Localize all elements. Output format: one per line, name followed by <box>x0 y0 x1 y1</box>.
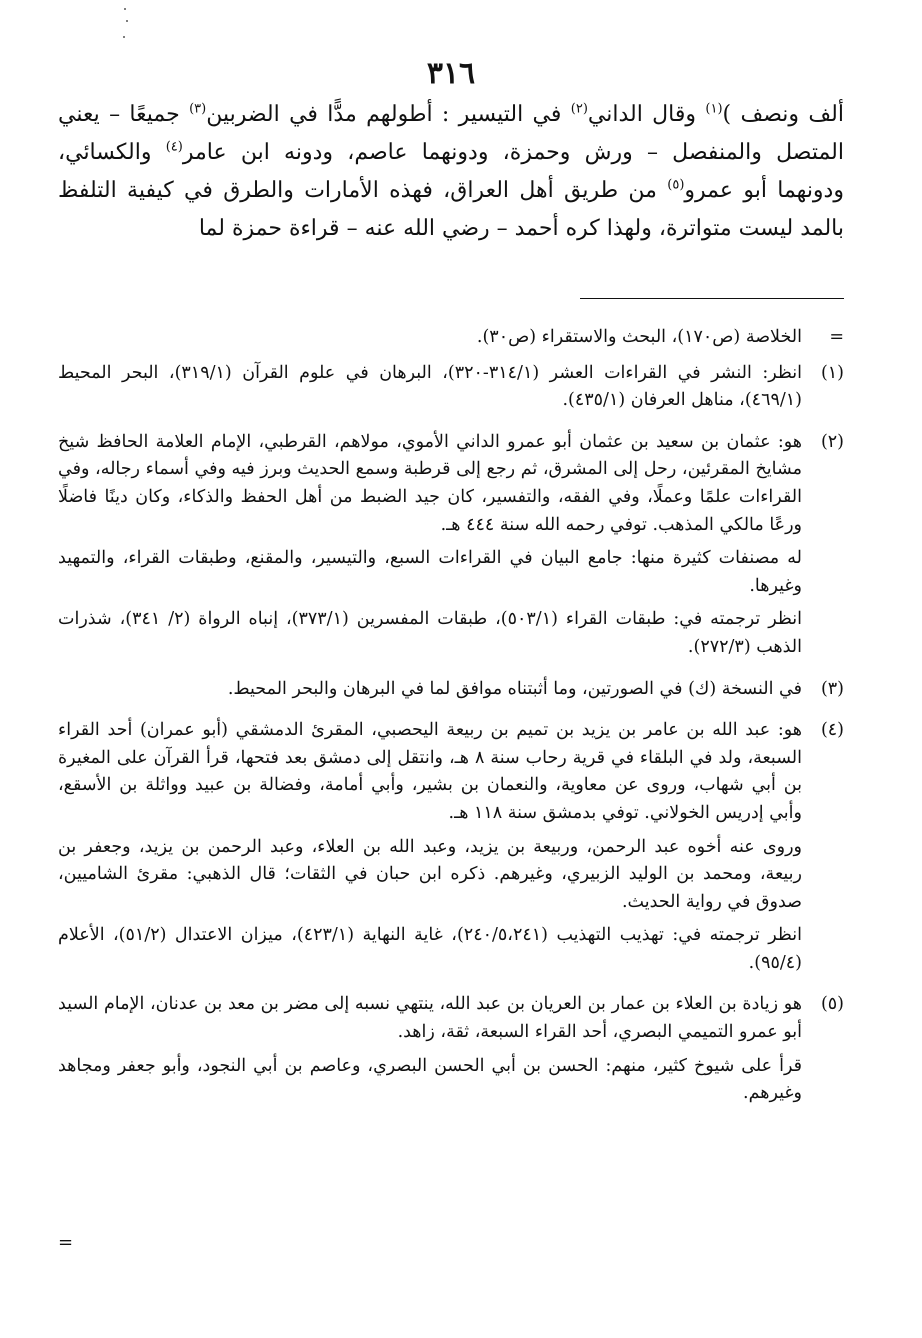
footnote-marker: (٣) <box>820 678 844 699</box>
page-number: ٣١٦ <box>426 56 476 91</box>
continuation-text: الخلاصة (ص١٧٠)، البحث والاستقراء (ص٣٠). <box>476 327 802 347</box>
footnote-marker: (٥) <box>820 994 844 1015</box>
main-text-line: وقال الداني <box>587 102 697 127</box>
footnote-marker: (٢) <box>820 431 844 452</box>
footnote-2 <box>58 429 844 668</box>
footnote-4 <box>58 717 844 983</box>
footnote-separator <box>580 298 844 299</box>
main-text-line: جميعًا – يعني المتصل والمنفصل – ورش وحمزة، ودونهما عاصم، ودونه ابن عامر <box>58 102 844 165</box>
footnote-marker: (١) <box>820 362 844 383</box>
footnote-ref: (١) <box>705 101 723 117</box>
book-page <box>58 0 844 1338</box>
end-continuation-mark: = <box>58 1232 74 1253</box>
footnote-5 <box>58 991 844 1113</box>
continuation-mark: = <box>829 327 844 347</box>
footnote-paragraph: هو: عثمان بن سعيد بن عثمان أبو عمرو الداني الأموي، مولاهم، القرطبي، الإمام العلامة الحافظ شيخ مشايخ المقرئين، رحل إلى المشرق، ثم رجع إلى قرطبة وسمع الحديث وبرز فيه وفي أسماء رجاله، وفي القراءات علمًا وعملًا، وفي الفقه، والتفسير، كان جيد الضبط من أهل الحفظ والذكاء، وكان دينًا فاضلًا ورعًا مالكي المذهب. توفي رحمه الله سنة ٤٤٤ هـ. <box>58 431 802 535</box>
footnote-marker: (٤) <box>820 720 844 741</box>
main-text <box>58 96 844 248</box>
main-text-line: في التيسير : أطولهم مدًّا في الضربين <box>206 102 562 127</box>
footnote-paragraph: انظر ترجمته في: تهذيب التهذيب (٢٤٠/٥،٢٤١)، غاية النهاية (٤٢٣/١)، ميزان الاعتدال (٥١/٢)، الأعلام (٩٥/٤). <box>58 925 803 973</box>
main-text-line: ألف ونصف ) <box>722 102 844 127</box>
footnote-paragraph: انظر: النشر في القراءات العشر (٣١٤/١-٣٢٠)، البرهان في علوم القرآن (٣١٩/١)، البحر المحيط (٤٦٩/١)، مناهل العرفان (٤٣٥/١). <box>58 362 803 411</box>
footnote-ref: (٤) <box>165 139 183 155</box>
footnotes <box>58 324 844 1122</box>
footnote-paragraph: هو: عبد الله بن عامر بن يزيد بن تميم بن ربيعة اليحصبي، المقرئ الدمشقي (أبو عمران) أحد القراء السبعة، ولد في البلقاء في قرية رحاب سنة ٨ هـ، وانتقل إلى دمشق بعد فتحها، قرأ القرآن على المغيرة بن أبي شهاب، وروى عن معاوية، والنعمان بن بشير، وأبي أمامة، وفضالة بن عبيد وواثلة بن الأسقع، وأبي إدريس الخولاني. توفي بدمشق سنة ١١٨ هـ. <box>58 720 803 823</box>
footnote-ref: (٢) <box>570 101 588 117</box>
footnote-paragraph: هو زيادة بن العلاء بن عمار بن العريان بن عبد الله، ينتهي نسبه إلى مضر بن معد بن عدنان، الإمام السيد أبو عمرو التميمي البصري، أحد القراء السبعة، ثقة، زاهد. <box>58 994 802 1043</box>
footnote-paragraph: انظر ترجمته في: طبقات القراء (٥٠٣/١)، طبقات المفسرين (٣٧٣/١)، إنباه الرواة (٢/ ٣٤١)، شذرات الذهب (٢٧٢/٣). <box>58 609 802 657</box>
footnote-continuation <box>58 324 844 352</box>
footnote-ref: (٥) <box>667 177 685 193</box>
main-text-line: من طريق أهل العراق، فهذه الأمارات والطرق في كيفية التلفظ بالمد ليست متواترة، ولهذا كره أحمد – رضي الله عنه – قراءة حمزة لما <box>58 178 844 241</box>
footnote-1 <box>58 360 844 421</box>
footnote-paragraph: له مصنفات كثيرة منها: جامع البيان في القراءات السبع، والتيسير، والمقنع، وطبقات القراء، والتمهيد وغيرها. <box>58 548 802 596</box>
footnote-paragraph: قرأ على شيوخ كثير، منهم: الحسن بن أبي الحسن البصري، وعاصم بن أبي النجود، وأبو جعفر ومجاهد وغيرهم. <box>58 1055 802 1104</box>
main-text-line: والكسائي، ودونهما أبو عمرو <box>58 140 844 203</box>
footnote-paragraph: في النسخة (ك) في الصورتين، وما أثبتناه موافق لما في البرهان والبحر المحيط. <box>227 678 802 699</box>
footnote-ref: (٣) <box>189 101 207 117</box>
footnote-paragraph: وروى عنه أخوه عبد الرحمن، وربيعة بن يزيد، وعبد الله بن العلاء، وعبد الرحمن بن يزيد، وجعفر بن ربيعة، ومحمد بن الوليد الزبيري، وغيرهم. ذكره ابن حبان في الثقات؛ قال الذهبي: مقرئ الشاميين، صدوق في رواية الحديث. <box>58 836 802 912</box>
footnote-3 <box>58 676 844 710</box>
